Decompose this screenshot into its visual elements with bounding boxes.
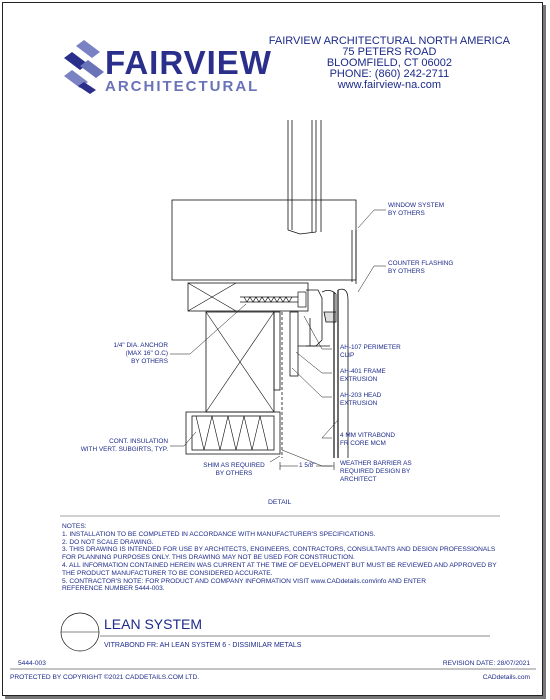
- window-sill-block: [172, 200, 356, 280]
- note-line: 1. INSTALLATION TO BE COMPLETED IN ACCORDANCE WITH MANUFACTURER'S SPECIFICATIONS.: [62, 530, 376, 538]
- note-line: FOR PLANNING PURPOSES ONLY. THIS DRAWING MAY NOT BE USED FOR CONSTRUCTION.: [62, 554, 355, 562]
- callout-window-system: WINDOW SYSTEM BY OTHERS: [388, 202, 445, 217]
- wall-framing: [206, 312, 274, 412]
- logo-wordmark-primary: FAIRVIEW: [105, 44, 272, 81]
- company-name: FAIRVIEW ARCHITECTURAL NORTH AMERICA: [268, 35, 510, 47]
- note-line: 4. ALL INFORMATION CONTAINED HEREIN WAS CURRENT AT THE TIME OF DEVELOPMENT BUT MUST BE REVIEWED AND APPROVED BY: [62, 561, 497, 569]
- callout-shim: SHIM AS REQUIRED BY OTHERS: [203, 462, 265, 477]
- callout-frame-extrusion: AH-401 FRAME EXTRUSION: [340, 368, 386, 383]
- revision-date: REVISION DATE: 28/07/2021: [442, 660, 530, 667]
- callout-vitrabond: 4 MM VITRABOND FR CORE MCM: [340, 432, 396, 447]
- drawing-title: LEAN SYSTEM: [104, 616, 203, 632]
- callout-perimeter-clip: AH-107 PERIMETER CLIP: [340, 344, 401, 359]
- logo-wordmark-secondary: ARCHITECTURAL: [105, 78, 260, 95]
- company-website[interactable]: www.fairview-na.com: [337, 79, 442, 91]
- company-address: 75 PETERS ROAD: [342, 46, 437, 58]
- callout-counter-flashing: COUNTER FLASHING BY OTHERS: [388, 260, 454, 275]
- callout-head-extrusion: AH-203 HEAD EXTRUSION: [340, 392, 382, 407]
- perimeter-clip: [306, 290, 336, 346]
- drawing-subtitle: VITRABOND FR: AH LEAN SYSTEM 6 - DISSIMILAR METALS: [104, 642, 302, 649]
- company-city: BLOOMFIELD, CT 06002: [326, 57, 452, 69]
- insulation-block: [186, 412, 280, 454]
- dimension-label: 1 5/8": [299, 462, 316, 469]
- caddetails-link[interactable]: CADdetails.com: [482, 674, 530, 681]
- copyright-text: PROTECTED BY COPYRIGHT ©2021 CADDETAILS.COM LTD.: [10, 674, 200, 681]
- callout-leaders: [170, 210, 386, 466]
- callout-anchor: 1/4" DIA. ANCHOR (MAX 16" O.C) BY OTHERS: [113, 342, 168, 365]
- notes-block: [62, 523, 497, 593]
- counter-flashing: [352, 230, 356, 284]
- callout-weather-barrier: WEATHER BARRIER AS REQUIRED DESIGN BY ARCHITECT: [340, 460, 412, 483]
- note-line: 3. THIS DRAWING IS INTENDED FOR USE BY ARCHITECTS, ENGINEERS, CONTRACTORS, CONSULTANTS AND DESIGN PROFESSIONALS: [62, 546, 496, 554]
- anchor-screw: [240, 292, 306, 307]
- note-line: 5. CONTRACTOR'S NOTE: FOR PRODUCT AND COMPANY INFORMATION VISIT www.CADdetails.com/info AND ENTER: [62, 577, 426, 585]
- company-phone: PHONE: (860) 242-2711: [329, 68, 450, 80]
- detail-label: DETAIL: [268, 499, 292, 506]
- note-line: THE PRODUCT MANUFACTURER TO BE CONSIDERED ACCURATE.: [62, 569, 273, 577]
- note-line: REFERENCE NUMBER 5444-003.: [62, 585, 165, 593]
- window-mullion: [288, 120, 321, 234]
- callout-insulation: CONT. INSULATION WITH VERT. SUBGIRTS, TYP.: [80, 438, 168, 453]
- notes-heading: NOTES:: [62, 523, 87, 530]
- reference-number: 5444-003: [18, 660, 46, 667]
- note-line: 2. DO NOT SCALE DRAWING.: [62, 538, 154, 546]
